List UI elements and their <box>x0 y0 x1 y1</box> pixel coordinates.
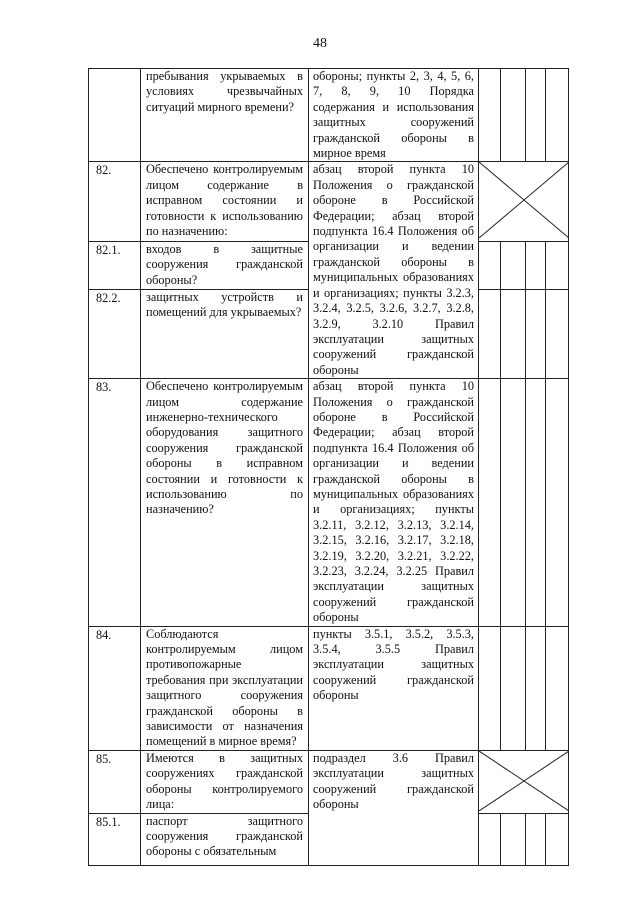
table-row <box>89 162 569 241</box>
answer-note-cell[interactable] <box>546 379 569 627</box>
table-row <box>89 69 569 162</box>
answer-yes-cell[interactable] <box>479 379 501 627</box>
page-number: 48 <box>313 36 327 51</box>
cross-mark-icon <box>479 162 569 238</box>
answer-na-cell[interactable] <box>526 289 546 378</box>
requirement-text: защитных устройств и помещений для укрываемых? <box>141 289 309 378</box>
row-number: 85.1. <box>89 813 141 865</box>
answer-note-cell[interactable] <box>546 813 569 865</box>
row-number: 82.1. <box>89 241 141 289</box>
answer-no-cell[interactable] <box>501 69 526 162</box>
answer-no-cell[interactable] <box>501 241 526 289</box>
row-number: 82.2. <box>89 289 141 378</box>
answer-yes-cell[interactable] <box>479 626 501 750</box>
answer-na-cell[interactable] <box>526 241 546 289</box>
legal-reference: обороны; пункты 2, 3, 4, 5, 6, 7, 8, 9, 10 Порядка содержания и использования защитных сооружений гражданской обороны в мирное время <box>309 69 479 162</box>
answer-na-cell[interactable] <box>526 813 546 865</box>
row-number <box>89 69 141 162</box>
answer-no-cell[interactable] <box>501 626 526 750</box>
answer-no-cell[interactable] <box>501 813 526 865</box>
row-number: 83. <box>89 379 141 627</box>
answer-note-cell[interactable] <box>546 241 569 289</box>
answer-yes-cell[interactable] <box>479 241 501 289</box>
answer-note-cell[interactable] <box>546 289 569 378</box>
row-number: 82. <box>89 162 141 241</box>
answer-na-cell[interactable] <box>526 69 546 162</box>
table-row <box>89 379 569 627</box>
legal-reference: подраздел 3.6 Правил эксплуатации защитных сооружений гражданской обороны <box>309 750 479 865</box>
legal-reference: пункты 3.5.1, 3.5.2, 3.5.3, 3.5.4, 3.5.5 Правил эксплуатации защитных сооружений гражданской обороны <box>309 626 479 750</box>
requirement-text: паспорт защитного сооружения гражданской обороны с обязательным <box>141 813 309 865</box>
answer-note-cell[interactable] <box>546 69 569 162</box>
checklist-table <box>88 68 569 866</box>
table-row <box>89 626 569 750</box>
answer-yes-cell[interactable] <box>479 813 501 865</box>
answer-na-cell[interactable] <box>526 626 546 750</box>
answer-no-cell[interactable] <box>501 289 526 378</box>
legal-reference: абзац второй пункта 10 Положения о гражданской обороне в Российской Федерации; абзац второй подпункта 16.4 Положения об организации и ведении гражданской обороны в муниципальных образованиях и организациях; пункты 3.2.11, 3.2.12, 3.2.13, 3.2.14, 3.2.15, 3.2.16, 3.2.17, 3.2.18, 3.2.19, 3.2.20, 3.2.21, 3.2.22, 3.2.23, 3.2.24, 3.2.25 Правил эксплуатации защитных сооружений гражданской обороны <box>309 379 479 627</box>
requirement-text: Обеспечено контролируемым лицом содержание инженерно-технического оборудования защитного сооружения гражданской обороны в исправном состоянии и готовности к использованию по назначению? <box>141 379 309 627</box>
requirement-text: пребывания укрываемых в условиях чрезвычайных ситуаций мирного времени? <box>141 69 309 162</box>
cross-mark-icon <box>479 751 569 811</box>
requirement-text: Обеспечено контролируемым лицом содержание в исправном состоянии и готовности к использованию по назначению: <box>141 162 309 241</box>
table-row <box>89 750 569 813</box>
row-number: 85. <box>89 750 141 813</box>
answer-yes-cell[interactable] <box>479 289 501 378</box>
crossed-out-cell <box>479 162 569 241</box>
answer-na-cell[interactable] <box>526 379 546 627</box>
row-number: 84. <box>89 626 141 750</box>
crossed-out-cell <box>479 750 569 813</box>
answer-yes-cell[interactable] <box>479 69 501 162</box>
answer-no-cell[interactable] <box>501 379 526 627</box>
requirement-text: Соблюдаются контролируемым лицом противопожарные требования при эксплуатации защитного сооружения гражданской обороны в зависимости от назначения помещений в мирное время? <box>141 626 309 750</box>
requirement-text: входов в защитные сооружения гражданской обороны? <box>141 241 309 289</box>
legal-reference: абзац второй пункта 10 Положения о гражданской обороне в Российской Федерации; абзац второй подпункта 16.4 Положения об организации и ведении гражданской обороны в муниципальных образованиях и организациях; пункты 3.2.3, 3.2.4, 3.2.5, 3.2.6, 3.2.7, 3.2.8, 3.2.9, 3.2.10 Правил эксплуатации защитных сооружений гражданской обороны <box>309 162 479 379</box>
answer-note-cell[interactable] <box>546 626 569 750</box>
requirement-text: Имеются в защитных сооружениях гражданской обороны контролируемого лица: <box>141 750 309 813</box>
